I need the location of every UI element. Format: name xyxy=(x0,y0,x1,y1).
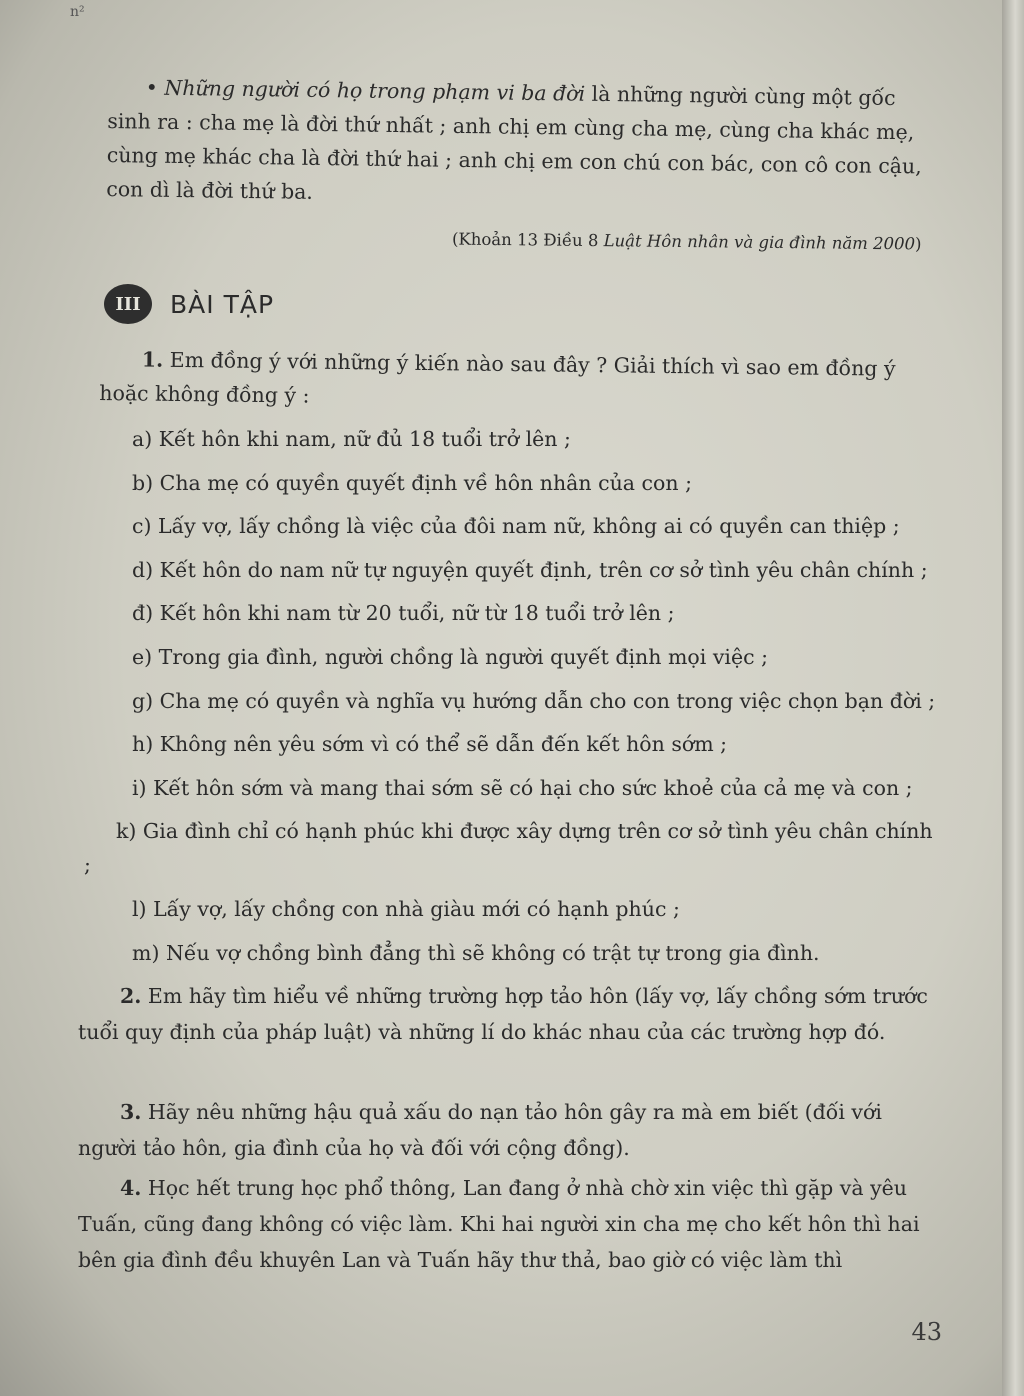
corner-mark: n² xyxy=(70,4,85,20)
question-number: 3. xyxy=(120,1100,142,1124)
question-number: 4. xyxy=(120,1176,142,1200)
citation-suffix: ) xyxy=(915,234,923,254)
citation-law: Luật Hôn nhân và gia đình năm 2000 xyxy=(603,231,916,254)
question-number: 2. xyxy=(120,984,142,1008)
question-number: 1. xyxy=(141,347,164,372)
question-text: Em đồng ý với những ý kiến nào sau đây ? Giải thích vì sao em đồng ý hoặc không đồng ý : xyxy=(99,347,896,408)
option-b: b) Cha mẹ có quyền quyết định về hôn nhân của con ; xyxy=(132,470,692,495)
option-i: i) Kết hôn sớm và mang thai sớm sẽ có hại cho sức khoẻ của cả mẹ và con ; xyxy=(132,775,913,800)
citation xyxy=(452,230,922,254)
option-c: c) Lấy vợ, lấy chồng là việc của đôi nam nữ, không ai có quyền can thiệp ; xyxy=(132,514,900,539)
page-edge xyxy=(1002,0,1024,1396)
intro-paragraph xyxy=(106,70,928,217)
option-d: d) Kết hôn do nam nữ tự nguyện quyết định, trên cơ sở tình yêu chân chính ; xyxy=(132,557,928,582)
option-k: k) Gia đình chỉ có hạnh phúc khi được xây dựng trên cơ sở tình yêu chân chính ; xyxy=(84,819,933,878)
intro-text: là những người cùng một gốc sinh ra : cha mẹ là đời thứ nhất ; anh chị em cùng cha mẹ, cùng cha khác mẹ, cùng mẹ khác cha là đời thứ hai ; anh chị em con chú con bác, con cô con cậu, con dì là đời thứ ba. xyxy=(106,81,922,204)
question-text: Em hãy tìm hiểu về những trường hợp tảo hôn (lấy vợ, lấy chồng sớm trước tuổi quy định của pháp luật) và những lí do khác nhau của các trường hợp đó. xyxy=(78,984,928,1044)
section-heading xyxy=(104,284,274,324)
page-number: 43 xyxy=(911,1318,942,1346)
question-text: Hãy nêu những hậu quả xấu do nạn tảo hôn gây ra mà em biết (đối với người tảo hôn, gia đình của họ và đối với cộng đồng). xyxy=(78,1100,882,1160)
section-title: BÀI TẬP xyxy=(170,289,275,319)
citation-prefix: (Khoản 13 Điều 8 xyxy=(452,229,605,251)
option-a: a) Kết hôn khi nam, nữ đủ 18 tuổi trở lên ; xyxy=(132,427,571,451)
intro-italic-lead: Những người có họ trong phạm vi ba đời xyxy=(164,75,586,106)
section-numeral: III xyxy=(104,284,152,324)
option-e: e) Trong gia đình, người chồng là người quyết định mọi việc ; xyxy=(132,644,768,669)
question-2 xyxy=(78,978,934,1050)
question-text: Học hết trung học phổ thông, Lan đang ở nhà chờ xin việc thì gặp và yêu Tuấn, cũng đang không có việc làm. Khi hai người xin cha mẹ cho kết hôn thì hai bên gia đình đều khuyên Lan và Tuấn hãy thư thả, bao giờ có việc làm thì xyxy=(78,1176,920,1272)
option-l: l) Lấy vợ, lấy chồng con nhà giàu mới có hạnh phúc ; xyxy=(132,897,680,922)
question-4 xyxy=(78,1170,934,1278)
option-g: g) Cha mẹ có quyền và nghĩa vụ hướng dẫn cho con trong việc chọn bạn đời ; xyxy=(132,688,936,713)
bullet: • xyxy=(145,75,159,100)
option-dd: đ) Kết hôn khi nam từ 20 tuổi, nữ từ 18 tuổi trở lên ; xyxy=(132,601,675,626)
option-m: m) Nếu vợ chồng bình đẳng thì sẽ không có trật tự trong gia đình. xyxy=(132,940,820,965)
question-3 xyxy=(78,1094,934,1166)
option-h: h) Không nên yêu sớm vì có thể sẽ dẫn đến kết hôn sớm ; xyxy=(132,732,728,757)
question-1 xyxy=(99,342,930,420)
question-1-options xyxy=(84,418,934,976)
